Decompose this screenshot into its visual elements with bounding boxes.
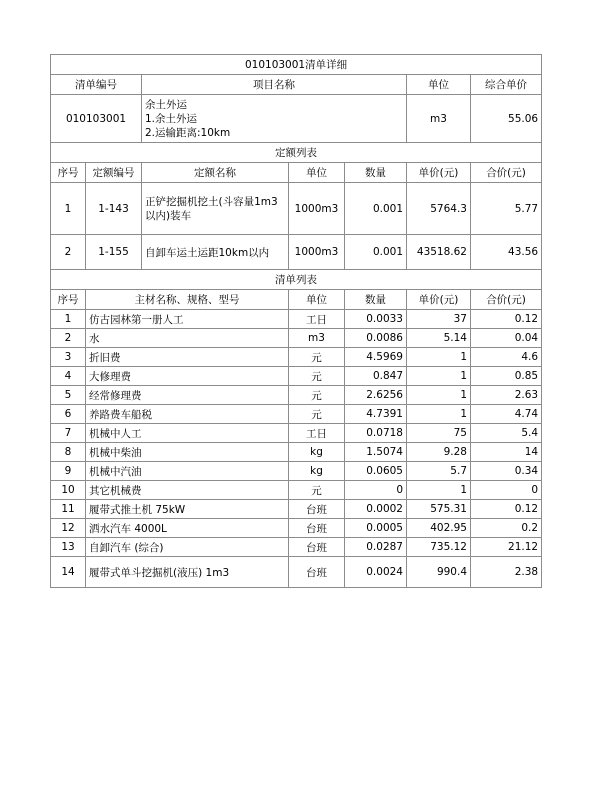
material-name: 洒水汽车 4000L xyxy=(86,519,289,538)
material-name: 仿古园林第一册人工 xyxy=(86,310,289,329)
material-row xyxy=(51,443,542,462)
material-qty-header: 数量 xyxy=(345,290,407,310)
quota-unit: 1000m3 xyxy=(289,235,345,270)
material-qty: 0.0718 xyxy=(345,424,407,443)
material-name: 履带式推土机 75kW xyxy=(86,500,289,519)
material-total: 0.85 xyxy=(471,367,542,386)
material-total: 0.12 xyxy=(471,310,542,329)
material-seq-header: 序号 xyxy=(51,290,86,310)
material-section-row xyxy=(51,270,542,290)
material-unit: kg xyxy=(289,443,345,462)
material-total: 0.12 xyxy=(471,500,542,519)
material-price: 37 xyxy=(407,310,471,329)
material-price: 1 xyxy=(407,481,471,500)
bill-name-line: 余土外运 xyxy=(145,98,187,111)
material-price: 9.28 xyxy=(407,443,471,462)
material-unit: 元 xyxy=(289,386,345,405)
quota-code: 1-155 xyxy=(86,235,142,270)
material-unit: 台班 xyxy=(289,500,345,519)
material-price: 5.7 xyxy=(407,462,471,481)
quota-price: 5764.3 xyxy=(407,183,471,235)
bill-row xyxy=(51,95,542,143)
material-unit: 台班 xyxy=(289,557,345,588)
bill-unit-header: 单位 xyxy=(407,75,471,95)
quota-price-header: 单价(元) xyxy=(407,163,471,183)
material-row xyxy=(51,310,542,329)
material-total: 21.12 xyxy=(471,538,542,557)
bill-name-header: 项目名称 xyxy=(142,75,407,95)
material-name: 机械中柴油 xyxy=(86,443,289,462)
material-qty: 1.5074 xyxy=(345,443,407,462)
material-price: 1 xyxy=(407,386,471,405)
material-total: 2.38 xyxy=(471,557,542,588)
quota-header-row xyxy=(51,163,542,183)
material-total: 2.63 xyxy=(471,386,542,405)
material-price: 402.95 xyxy=(407,519,471,538)
material-unit: 台班 xyxy=(289,519,345,538)
quota-code: 1-143 xyxy=(86,183,142,235)
material-unit: 工日 xyxy=(289,310,345,329)
material-seq: 6 xyxy=(51,405,86,424)
material-name: 机械中人工 xyxy=(86,424,289,443)
material-qty: 0.847 xyxy=(345,367,407,386)
material-row xyxy=(51,481,542,500)
material-total: 0.34 xyxy=(471,462,542,481)
bill-header-row xyxy=(51,75,542,95)
material-seq: 3 xyxy=(51,348,86,367)
material-qty: 0.0605 xyxy=(345,462,407,481)
quota-name-header: 定额名称 xyxy=(142,163,289,183)
material-name: 养路费车船税 xyxy=(86,405,289,424)
material-name: 自卸汽车 (综合) xyxy=(86,538,289,557)
material-price: 575.31 xyxy=(407,500,471,519)
quota-qty: 0.001 xyxy=(345,183,407,235)
material-seq: 5 xyxy=(51,386,86,405)
material-unit: 元 xyxy=(289,481,345,500)
quota-name: 正铲挖掘机挖土(斗容量1m3以内)装车 xyxy=(142,183,289,235)
material-row xyxy=(51,462,542,481)
material-total: 0 xyxy=(471,481,542,500)
material-row xyxy=(51,557,542,588)
quota-total: 43.56 xyxy=(471,235,542,270)
material-price: 1 xyxy=(407,348,471,367)
bill-price: 55.06 xyxy=(471,95,542,143)
quota-seq: 1 xyxy=(51,183,86,235)
material-price: 5.14 xyxy=(407,329,471,348)
material-seq: 7 xyxy=(51,424,86,443)
material-price: 1 xyxy=(407,405,471,424)
material-price-header: 单价(元) xyxy=(407,290,471,310)
material-row xyxy=(51,538,542,557)
material-section-title: 清单列表 xyxy=(51,270,542,290)
material-unit: 工日 xyxy=(289,424,345,443)
material-total: 14 xyxy=(471,443,542,462)
material-seq: 1 xyxy=(51,310,86,329)
bill-unit: m3 xyxy=(407,95,471,143)
material-row xyxy=(51,348,542,367)
material-name: 折旧费 xyxy=(86,348,289,367)
material-qty: 4.7391 xyxy=(345,405,407,424)
bill-name-line: 1.余土外运 xyxy=(145,112,198,125)
quota-total: 5.77 xyxy=(471,183,542,235)
quota-code-header: 定额编号 xyxy=(86,163,142,183)
quota-seq-header: 序号 xyxy=(51,163,86,183)
bill-detail-table xyxy=(50,54,542,588)
material-seq: 9 xyxy=(51,462,86,481)
material-qty: 2.6256 xyxy=(345,386,407,405)
material-unit: 元 xyxy=(289,348,345,367)
material-name-header: 主材名称、规格、型号 xyxy=(86,290,289,310)
table-title: 010103001清单详细 xyxy=(51,55,542,75)
material-qty: 0 xyxy=(345,481,407,500)
material-name: 履带式单斗挖掘机(液压) 1m3 xyxy=(86,557,289,588)
material-rows xyxy=(51,310,542,588)
material-qty: 0.0086 xyxy=(345,329,407,348)
material-qty: 0.0033 xyxy=(345,310,407,329)
material-qty: 0.0002 xyxy=(345,500,407,519)
material-row xyxy=(51,405,542,424)
material-seq: 2 xyxy=(51,329,86,348)
material-row xyxy=(51,367,542,386)
quota-total-header: 合价(元) xyxy=(471,163,542,183)
material-qty: 4.5969 xyxy=(345,348,407,367)
material-unit: 元 xyxy=(289,367,345,386)
material-qty: 0.0287 xyxy=(345,538,407,557)
material-qty: 0.0024 xyxy=(345,557,407,588)
title-row xyxy=(51,55,542,75)
material-price: 990.4 xyxy=(407,557,471,588)
material-name: 大修理费 xyxy=(86,367,289,386)
quota-price: 43518.62 xyxy=(407,235,471,270)
material-row xyxy=(51,386,542,405)
material-unit-header: 单位 xyxy=(289,290,345,310)
bill-name xyxy=(142,95,407,143)
material-unit: m3 xyxy=(289,329,345,348)
bill-code-header: 清单编号 xyxy=(51,75,142,95)
quota-qty: 0.001 xyxy=(345,235,407,270)
material-price: 735.12 xyxy=(407,538,471,557)
material-unit: 台班 xyxy=(289,538,345,557)
material-total: 4.6 xyxy=(471,348,542,367)
material-row xyxy=(51,519,542,538)
material-unit: 元 xyxy=(289,405,345,424)
quota-unit: 1000m3 xyxy=(289,183,345,235)
material-seq: 10 xyxy=(51,481,86,500)
material-total: 5.4 xyxy=(471,424,542,443)
material-total: 0.04 xyxy=(471,329,542,348)
material-price: 75 xyxy=(407,424,471,443)
material-total-header: 合价(元) xyxy=(471,290,542,310)
quota-section-title: 定额列表 xyxy=(51,143,542,163)
material-header-row xyxy=(51,290,542,310)
quota-section-row xyxy=(51,143,542,163)
material-seq: 12 xyxy=(51,519,86,538)
material-unit: kg xyxy=(289,462,345,481)
material-seq: 11 xyxy=(51,500,86,519)
material-price: 1 xyxy=(407,367,471,386)
material-row xyxy=(51,424,542,443)
quota-row xyxy=(51,183,542,235)
quota-unit-header: 单位 xyxy=(289,163,345,183)
material-seq: 14 xyxy=(51,557,86,588)
material-name: 机械中汽油 xyxy=(86,462,289,481)
material-row xyxy=(51,329,542,348)
material-total: 0.2 xyxy=(471,519,542,538)
bill-code: 010103001 xyxy=(51,95,142,143)
material-total: 4.74 xyxy=(471,405,542,424)
material-name: 其它机械费 xyxy=(86,481,289,500)
material-name: 水 xyxy=(86,329,289,348)
material-qty: 0.0005 xyxy=(345,519,407,538)
material-name: 经常修理费 xyxy=(86,386,289,405)
quota-name: 自卸车运土运距10km以内 xyxy=(142,235,289,270)
material-row xyxy=(51,500,542,519)
quota-qty-header: 数量 xyxy=(345,163,407,183)
bill-price-header: 综合单价 xyxy=(471,75,542,95)
material-seq: 4 xyxy=(51,367,86,386)
bill-name-line: 2.运输距离:10km xyxy=(145,126,231,139)
material-seq: 13 xyxy=(51,538,86,557)
material-seq: 8 xyxy=(51,443,86,462)
quota-row xyxy=(51,235,542,270)
quota-seq: 2 xyxy=(51,235,86,270)
